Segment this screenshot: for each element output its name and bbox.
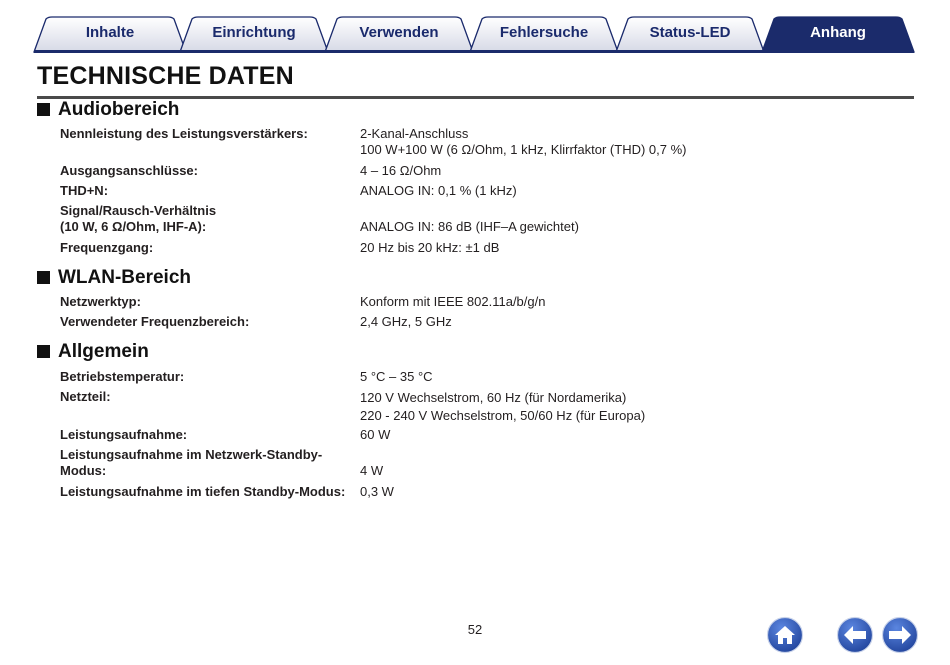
tab-status-led[interactable]: Status-LED bbox=[649, 24, 731, 41]
spec-value: ANALOG IN: 0,1 % (1 kHz) bbox=[360, 183, 517, 198]
square-bullet-icon bbox=[37, 345, 50, 358]
back-button[interactable] bbox=[836, 616, 874, 654]
spec-value: Konform mit IEEE 802.11a/b/g/n bbox=[360, 294, 546, 309]
tab-verwenden[interactable]: Verwenden bbox=[359, 24, 439, 41]
spec-label: THD+N: bbox=[60, 183, 109, 198]
square-bullet-icon bbox=[37, 271, 50, 284]
tab-inhalte[interactable]: Inhalte bbox=[85, 24, 135, 41]
section-heading-wlan bbox=[37, 266, 191, 290]
forward-button[interactable] bbox=[881, 616, 919, 654]
section-title: Allgemein bbox=[58, 341, 149, 362]
home-button[interactable] bbox=[766, 616, 804, 654]
tab-fehlersuche[interactable]: Fehlersuche bbox=[499, 24, 589, 41]
square-bullet-icon bbox=[37, 103, 50, 116]
spec-value: 5 °C – 35 °C bbox=[360, 369, 433, 384]
spec-label: Betriebstemperatur: bbox=[60, 369, 185, 384]
spec-label: Verwendeter Frequenzbereich: bbox=[60, 314, 250, 329]
home-icon bbox=[766, 616, 804, 654]
arrow-left-icon bbox=[836, 616, 874, 654]
spec-value: 2,4 GHz, 5 GHz bbox=[360, 314, 452, 329]
spec-value: ANALOG IN: 86 dB (IHF–A gewichtet) bbox=[360, 219, 579, 234]
section-heading-general bbox=[37, 340, 149, 364]
tab-bar bbox=[0, 16, 950, 54]
spec-label: Leistungsaufnahme: bbox=[60, 427, 188, 442]
page-number: 52 bbox=[467, 622, 483, 637]
tab-anhang[interactable]: Anhang bbox=[810, 24, 866, 41]
spec-value: 60 W bbox=[360, 427, 391, 442]
spec-label: Nennleistung des Leistungsverstärkers: bbox=[60, 126, 308, 141]
tab-einrichtung[interactable]: Einrichtung bbox=[212, 24, 296, 41]
tab-baseline bbox=[34, 50, 914, 53]
section-title: Audiobereich bbox=[58, 99, 180, 120]
spec-label: Frequenzgang: bbox=[60, 240, 154, 255]
spec-label: Netzteil: bbox=[60, 389, 111, 404]
spec-value: 4 – 16 Ω/Ohm bbox=[360, 163, 442, 178]
spec-label: Signal/Rausch-Verhältnis (10 W, 6 Ω/Ohm, IHF-A): bbox=[60, 203, 217, 234]
arrow-right-icon bbox=[881, 616, 919, 654]
spec-label: Leistungsaufnahme im tiefen Standby-Modus: bbox=[60, 484, 346, 499]
spec-value: 2-Kanal-Anschluss 100 W+100 W (6 Ω/Ohm, 1 kHz, Klirrfaktor (THD) 0,7 %) bbox=[360, 126, 687, 157]
section-title: WLAN-Bereich bbox=[58, 267, 192, 288]
page-title: TECHNISCHE DATEN bbox=[37, 62, 294, 90]
spec-label: Ausgangsanschlüsse: bbox=[60, 163, 198, 178]
spec-label: Netzwerktyp: bbox=[60, 294, 141, 309]
spec-label: Leistungsaufnahme im Netzwerk-Standby- Modus: bbox=[60, 447, 323, 478]
spec-value: 0,3 W bbox=[360, 484, 394, 499]
spec-value: 20 Hz bis 20 kHz: ±1 dB bbox=[360, 240, 500, 255]
section-heading-audio bbox=[37, 98, 179, 122]
spec-value: 120 V Wechselstrom, 60 Hz (für Nordamerika) 220 - 240 V Wechselstrom, 50/60 Hz (für Europa) bbox=[360, 390, 646, 423]
spec-value: 4 W bbox=[360, 463, 384, 478]
